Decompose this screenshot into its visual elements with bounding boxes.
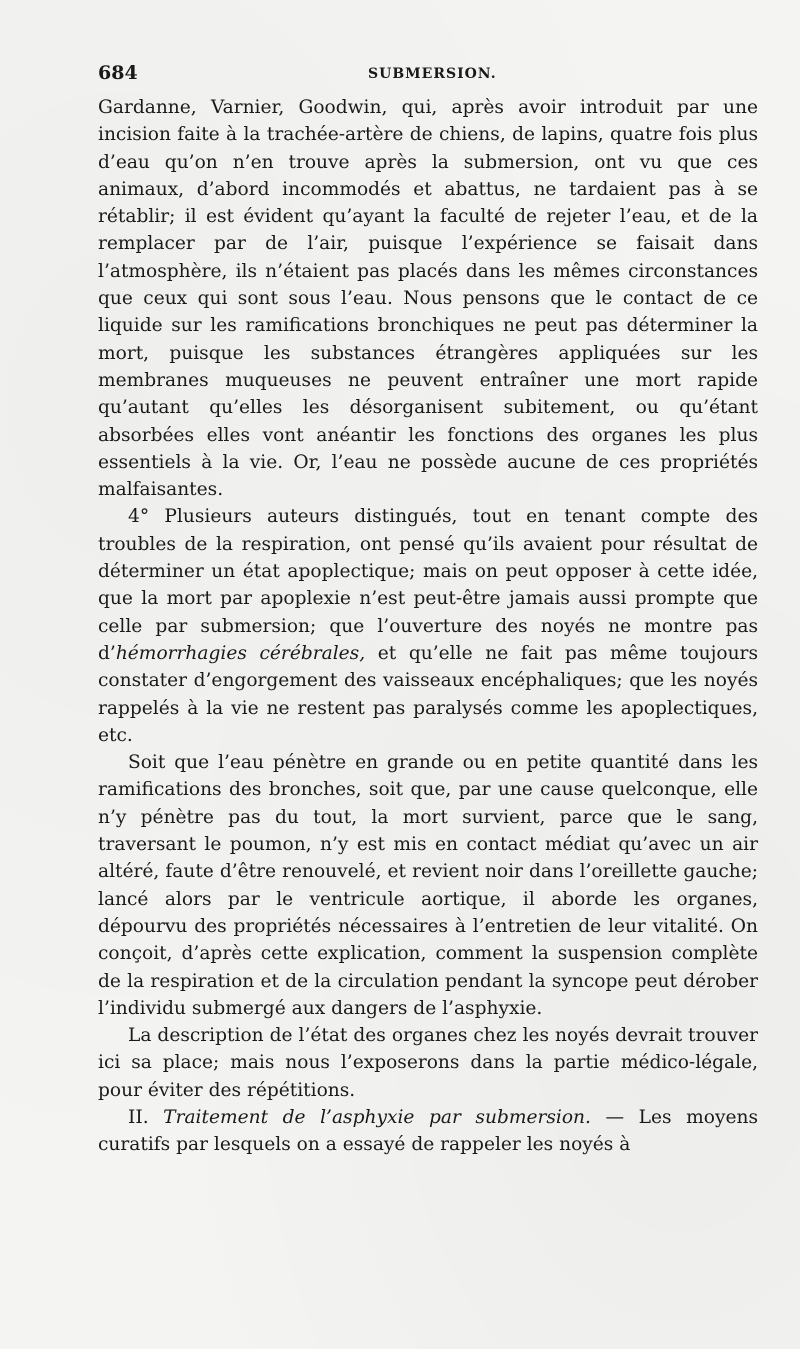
- section-number: II.: [128, 1106, 164, 1128]
- paragraph-4: La description de l’état des organes chez les noyés devrait trouver ici sa place; mais nous l’exposerons dans la partie médico-légale, pour éviter des répétitions.: [98, 1025, 758, 1101]
- running-head: [98, 62, 758, 94]
- paragraph-5-text: — Les moyens curatifs par lesquels on a essayé de rappeler les noyés à: [98, 1106, 758, 1156]
- body-text: [98, 94, 758, 1159]
- section-heading: Traitement de l’asphyxie par submersion.: [163, 1106, 591, 1128]
- paragraph-2-italic-term: hémorrhagies cérébrales,: [115, 642, 366, 664]
- paragraph-1: Gardanne, Varnier, Goodwin, qui, après avoir introduit par une incision faite à la trachée-artère de chiens, de lapins, quatre fois plus d’eau qu’on n’en trouve après la submersion, ont vu que ces animaux, d’abord incommodés et abattus, ne tardaient pas à se rétablir; il est évident qu’ayant la faculté de rejeter l’eau, et de la remplacer par de l’air, puisque l’expérience se faisait dans l’atmosphère, ils n’étaient pas placés dans les mêmes circonstances que ceux qui sont sous l’eau. Nous pensons que le contact de ce liquide sur les ramifications bronchiques ne peut pas déterminer la mort, puisque les substances étrangères appliquées sur les membranes muqueuses ne peuvent entraîner une mort rapide qu’autant qu’elles les désorganisent subitement, ou qu’étant absorbées elles vont anéantir les fonctions des organes les plus essentiels à la vie. Or, l’eau ne possède aucune de ces propriétés malfaisantes.: [98, 97, 758, 501]
- book-page: [98, 62, 758, 1159]
- paragraph-2-text-end: et qu’elle ne fait pas même toujours constater d’engorgement des vaisseaux encéphaliques; que les noyés rappelés à la vie ne restent pas paralysés comme les apoplectiques, etc.: [98, 642, 758, 746]
- paragraph-2-text-start: 4° Plusieurs auteurs distingués, tout en tenant compte des troubles de la respiration, ont pensé qu’ils avaient pour résultat de déterminer un état apoplectique; mais on peut opposer à cette idée, que la mort par apoplexie n’est peut-être jamais aussi prompte que celle par submersion; que l’ouverture des noyés ne montre pas d’: [98, 506, 758, 664]
- page-number: 684: [98, 62, 138, 84]
- paragraph-2: [98, 503, 758, 749]
- paragraph-5: [98, 1104, 758, 1159]
- paragraph-3: Soit que l’eau pénètre en grande ou en petite quantité dans les ramifications des bronches, soit que, par une cause quelconque, elle n’y pénètre pas du tout, la mort survient, parce que le sang, traversant le poumon, n’y est mis en contact médiat qu’avec un air altéré, faute d’être renouvelé, et revient noir dans l’oreillette gauche; lancé alors par le ventricule aortique, il aborde les organes, dépourvu des propriétés nécessaires à l’entretien de leur vitalité. On conçoit, d’après cette explication, comment la suspension complète de la respiration et de la circulation pendant la syncope peut dérober l’individu submergé aux dangers de l’asphyxie.: [98, 752, 758, 1019]
- running-title: SUBMERSION.: [368, 66, 497, 82]
